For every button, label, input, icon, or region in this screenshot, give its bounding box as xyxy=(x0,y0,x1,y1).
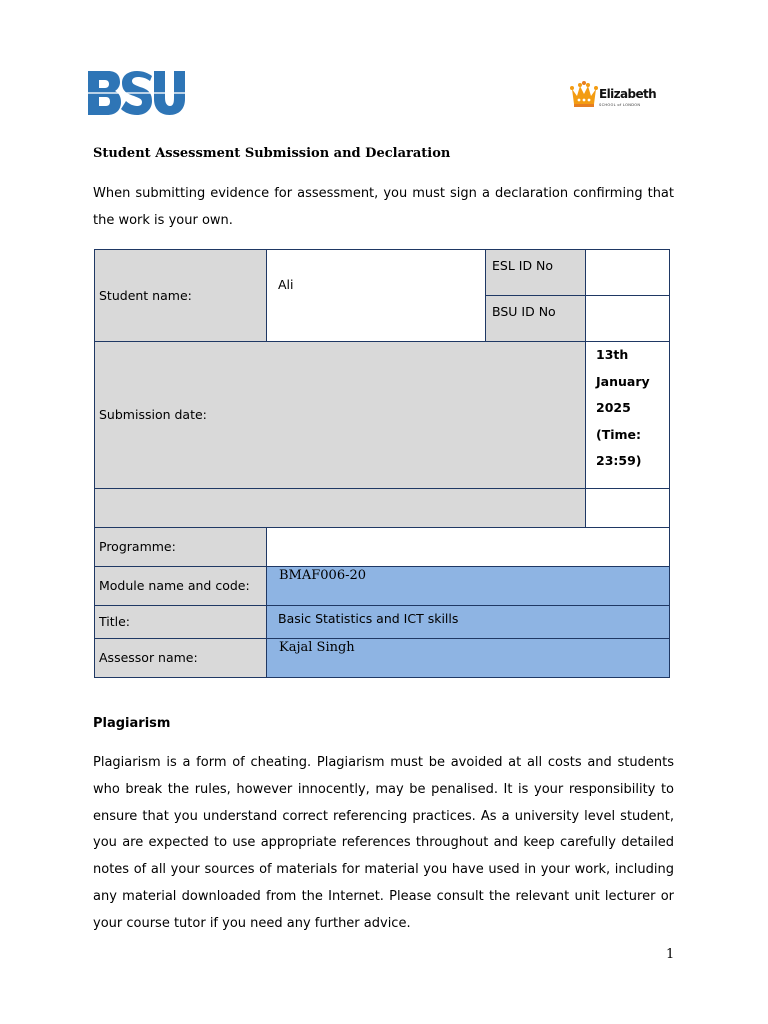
programme-field[interactable] xyxy=(267,527,670,566)
logo-name: Elizabeth xyxy=(599,87,657,101)
esl-id-label: ESL ID No xyxy=(486,250,586,296)
student-name-field[interactable]: Ali xyxy=(267,250,486,342)
blank-row-field[interactable] xyxy=(586,488,670,527)
plagiarism-heading: Plagiarism xyxy=(93,716,171,731)
title-label: Title: xyxy=(95,605,267,638)
module-field[interactable]: BMAF006-20 xyxy=(267,566,670,605)
crown-icon xyxy=(570,80,598,108)
date-line: 13th xyxy=(596,347,629,363)
date-line: January xyxy=(596,373,650,389)
plagiarism-paragraph: Plagiarism is a form of cheating. Plagiarism must be avoided at all costs and students who break the rules, however innocently, may be penalised. It is your responsibility to ensure that you understand correct referencing practices. As a university level student, you are expected to use appropriate references throughout and keep carefully detailed notes of all your sources of materials for material you have used in your work, including any material downloaded from the Internet. Please consult the relevant unit lecturer or your course tutor if you need any further advice. xyxy=(93,755,674,931)
assessor-field[interactable]: Kajal Singh xyxy=(267,638,670,677)
page-number: 1 xyxy=(666,947,675,962)
elizabeth-school-logo xyxy=(570,80,657,110)
bsu-id-label: BSU ID No xyxy=(486,296,586,342)
blank-row-cell xyxy=(95,488,586,527)
logo-subtitle: SCHOOL of LONDON xyxy=(599,103,641,107)
submission-date-label: Submission date: xyxy=(95,342,586,488)
student-name-label: Student name: xyxy=(95,250,267,342)
bsu-logo xyxy=(88,71,185,115)
date-line: 2025 xyxy=(596,400,631,416)
bsu-id-field[interactable] xyxy=(586,296,670,342)
esl-id-field[interactable] xyxy=(586,250,670,296)
assessor-label: Assessor name: xyxy=(95,638,267,677)
page-title: Student Assessment Submission and Declaration xyxy=(93,146,451,161)
programme-label: Programme: xyxy=(95,527,267,566)
date-line: 23:59) xyxy=(596,453,642,469)
intro-paragraph: When submitting evidence for assessment, you must sign a declaration confirming that the work is your own. xyxy=(93,186,674,228)
date-line: (Time: xyxy=(596,426,642,442)
submission-date-field[interactable] xyxy=(586,342,670,488)
submission-form-table xyxy=(94,249,670,678)
title-field[interactable]: Basic Statistics and ICT skills xyxy=(267,605,670,638)
module-label: Module name and code: xyxy=(95,566,267,605)
